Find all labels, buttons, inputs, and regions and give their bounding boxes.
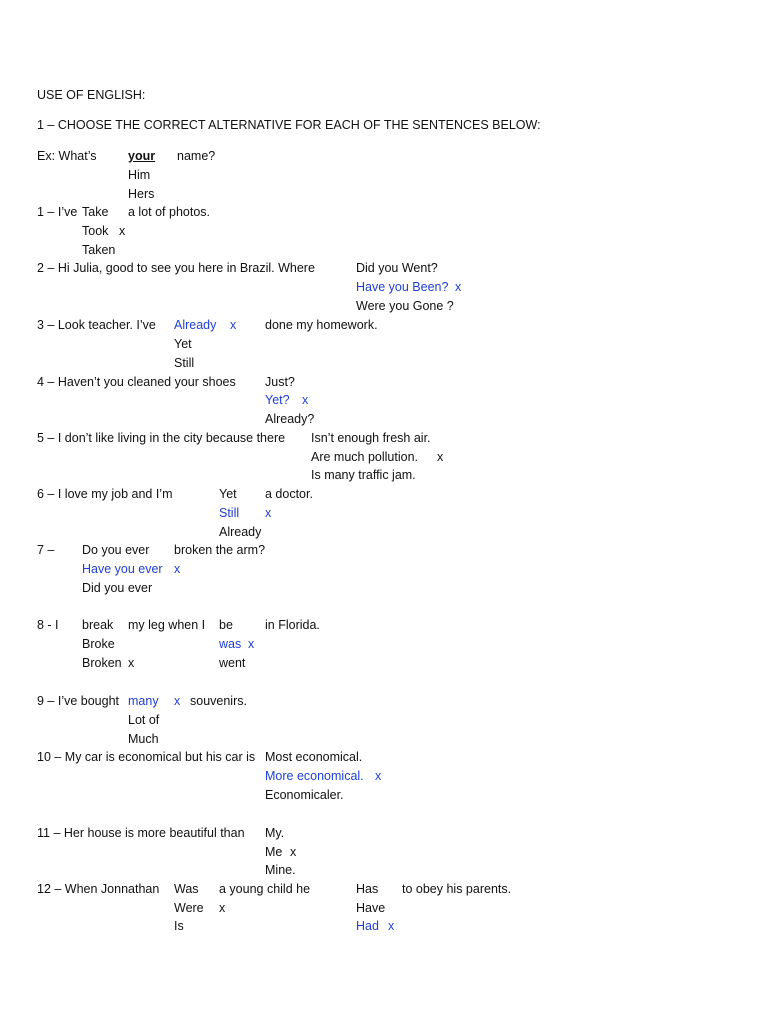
q9-option: Much: [128, 732, 159, 746]
example-option: Him: [128, 168, 151, 182]
q7-option: Did you ever: [82, 581, 153, 595]
q11-option: Me: [265, 845, 283, 859]
q10-option: Most economical.: [265, 750, 363, 764]
q5-option: Are much pollution.: [311, 450, 419, 464]
q6-mark: x: [265, 506, 272, 520]
q9-option: many: [128, 694, 159, 708]
example-answer: your: [128, 149, 156, 163]
q12-tail: to obey his parents.: [402, 882, 512, 896]
q11-option: Mine.: [265, 863, 296, 877]
q5-lead: 5 – I don’t like living in the city because there: [37, 431, 286, 445]
q12-option: Were: [174, 901, 204, 915]
q9-lead: 9 – I’ve bought: [37, 694, 120, 708]
q2-option: Have you Been?: [356, 280, 449, 294]
instruction: 1 – CHOOSE THE CORRECT ALTERNATIVE FOR EACH OF THE SENTENCES BELOW:: [37, 118, 541, 132]
q10-option: More economical.: [265, 769, 364, 783]
q10-mark: x: [375, 769, 382, 783]
q8-middle: my leg when I: [128, 618, 206, 632]
q12-mark: x: [388, 919, 395, 933]
q8-option: was: [219, 637, 242, 651]
q7-option: Have you ever: [82, 562, 163, 576]
q2-option: Were you Gone ?: [356, 299, 454, 313]
q8-mark: x: [128, 656, 135, 670]
q8-option: Broken: [82, 656, 122, 670]
q1-lead: 1 – I’ve: [37, 205, 78, 219]
q6-tail: a doctor.: [265, 487, 313, 501]
q8-lead: 8 - I: [37, 618, 59, 632]
q6-lead: 6 – I love my job and I’m: [37, 487, 173, 501]
section-title: USE OF ENGLISH:: [37, 88, 146, 102]
q3-option: Yet: [174, 337, 192, 351]
q7-option: Do you ever: [82, 543, 150, 557]
q2-mark: x: [455, 280, 462, 294]
q1-tail: a lot of photos.: [128, 205, 211, 219]
q9-option: Lot of: [128, 713, 160, 727]
q4-option: Just?: [265, 375, 295, 389]
q11-mark: x: [290, 845, 297, 859]
example-lead: Ex: What’s: [37, 149, 97, 163]
q4-lead: 4 – Haven’t you cleaned your shoes: [37, 375, 236, 389]
q1-mark: x: [119, 224, 126, 238]
q4-mark: x: [302, 393, 309, 407]
q12-option: Have: [356, 901, 386, 915]
q6-option: Already: [219, 525, 262, 539]
example-option: Hers: [128, 187, 155, 201]
q12-option: Had: [356, 919, 379, 933]
q8-mark: x: [248, 637, 255, 651]
q12-middle: a young child he: [219, 882, 311, 896]
q1-option: Taken: [82, 243, 116, 257]
q12-option: Was: [174, 882, 199, 896]
q3-option: Already: [174, 318, 217, 332]
q3-mark: x: [230, 318, 237, 332]
q7-tail: broken the arm?: [174, 543, 266, 557]
q5-option: Isn’t enough fresh air.: [311, 431, 431, 445]
q9-tail: souvenirs.: [190, 694, 247, 708]
example-tail: name?: [177, 149, 216, 163]
q5-mark: x: [437, 450, 444, 464]
q10-option: Economicaler.: [265, 788, 344, 802]
q8-option: be: [219, 618, 233, 632]
q7-mark: x: [174, 562, 181, 576]
q11-lead: 11 – Her house is more beautiful than: [37, 826, 245, 840]
q8-option: went: [219, 656, 246, 670]
q8-tail: in Florida.: [265, 618, 320, 632]
q6-option: Yet: [219, 487, 237, 501]
q5-option: Is many traffic jam.: [311, 468, 416, 482]
q7-lead: 7 –: [37, 543, 55, 557]
q4-option: Already?: [265, 412, 315, 426]
q12-mark: x: [219, 901, 226, 915]
q9-mark: x: [174, 694, 181, 708]
q2-lead: 2 – Hi Julia, good to see you here in Brazil. Where: [37, 261, 315, 275]
q3-tail: done my homework.: [265, 318, 378, 332]
q11-option: My.: [265, 826, 285, 840]
q1-option: Take: [82, 205, 109, 219]
q12-lead: 12 – When Jonnathan: [37, 882, 160, 896]
q6-option: Still: [219, 506, 240, 520]
q8-option: break: [82, 618, 114, 632]
q3-lead: 3 – Look teacher. I’ve: [37, 318, 156, 332]
q2-option: Did you Went?: [356, 261, 438, 275]
q3-option: Still: [174, 356, 195, 370]
q12-option: Has: [356, 882, 379, 896]
q1-option: Took: [82, 224, 109, 238]
q4-option: Yet?: [265, 393, 290, 407]
q10-lead: 10 – My car is economical but his car is: [37, 750, 256, 764]
q12-option: Is: [174, 919, 184, 933]
q8-option: Broke: [82, 637, 115, 651]
